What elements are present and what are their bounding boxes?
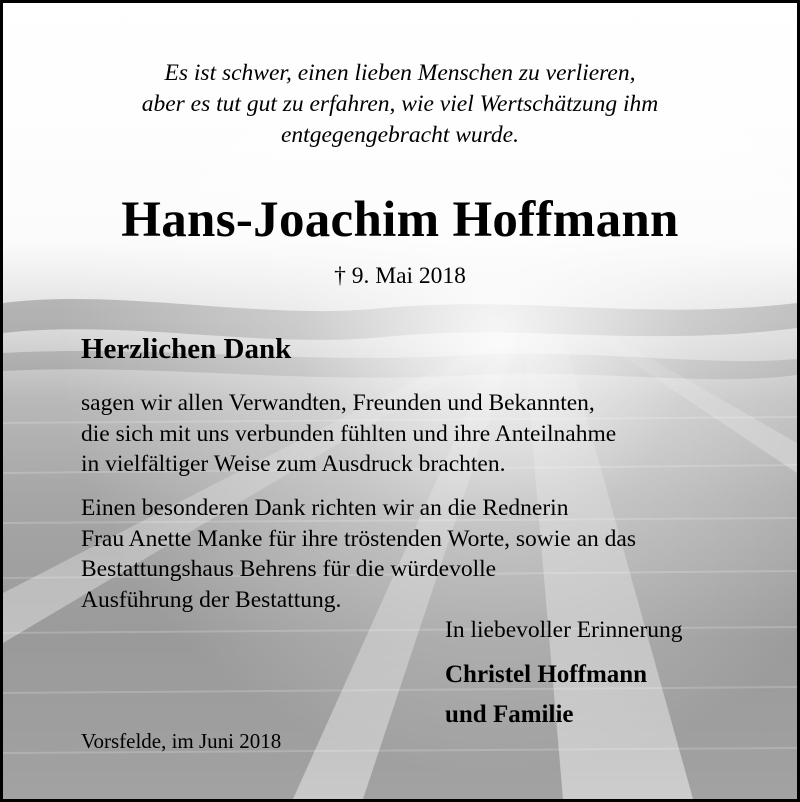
text-line: Ausführung der Bestattung.	[81, 586, 342, 613]
text-line: in vielfältiger Weise zum Ausdruck brachten.	[81, 451, 506, 477]
place-and-date: Vorsfelde, im Juni 2018	[81, 729, 282, 753]
signers	[445, 655, 647, 735]
signer-family: und Familie	[445, 701, 574, 728]
death-date: † 9. Mai 2018	[334, 263, 466, 289]
thanks-heading: Herzlichen Dank	[81, 333, 292, 365]
quote-line: entgegengebracht wurde.	[281, 122, 519, 148]
memorial-quote	[3, 58, 797, 151]
text-line: Einen besonderen Dank richten wir an die Rednerin	[81, 495, 569, 521]
text-line: sagen wir allen Verwandten, Freunden und Bekannten,	[81, 390, 595, 416]
sign-off: In liebevoller Erinnerung	[445, 617, 683, 643]
text-line: Frau Anette Manke für ihre tröstenden Worte, sowie an das	[81, 525, 636, 552]
quote-line: aber es tut gut zu erfahren, wie viel Wertschätzung ihm	[141, 91, 659, 117]
signer-name: Christel Hoffmann	[445, 661, 648, 688]
text-line: die sich mit uns verbunden fühlten und ihre Anteilnahme	[81, 420, 617, 447]
thanks-paragraph-1	[81, 388, 616, 480]
thanks-paragraph-2	[81, 493, 636, 615]
quote-line: Es ist schwer, einen lieben Menschen zu verlieren,	[164, 60, 636, 86]
deceased-name: Hans-Joachim Hoffmann	[121, 192, 679, 248]
text-line: Bestattungshaus Behrens für die würdevolle	[81, 556, 497, 582]
